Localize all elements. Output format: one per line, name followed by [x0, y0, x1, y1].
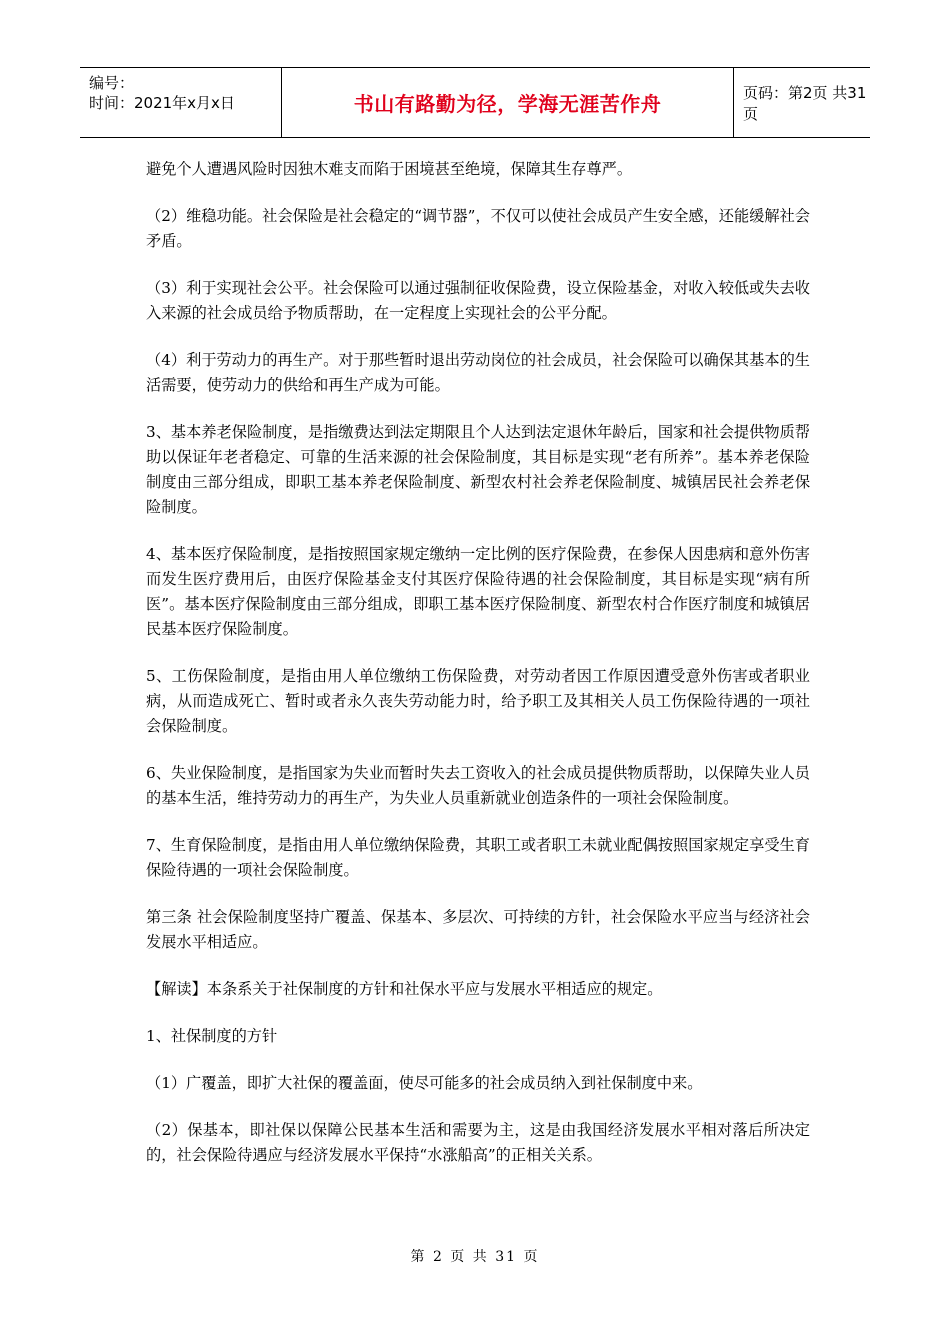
motto-text: 书山有路勤为径，学海无涯苦作舟 [353, 92, 662, 116]
paragraph: （4）利于劳动力的再生产。对于那些暂时退出劳动岗位的社会成员，社会保险可以确保其基本的生活需要，使劳动力的供给和再生产成为可能。 [146, 351, 810, 394]
paragraph: 4、基本医疗保险制度，是指按照国家规定缴纳一定比例的医疗保险费，在参保人因患病和意外伤害而发生医疗费用后，由医疗保险基金支付其医疗保险待遇的社会保险制度，其目标是实现“病有所医”。基本医疗保险制度由三部分组成，即职工基本医疗保险制度、新型农村合作医疗制度和城镇居民基本医疗保险制度。 [146, 545, 810, 638]
number-label: 编号： [89, 74, 135, 92]
date-label: 时间：2021年x月x日 [89, 94, 235, 112]
paragraph: （1）广覆盖，即扩大社保的覆盖面，使尽可能多的社会成员纳入到社保制度中来。 [146, 1074, 703, 1092]
paragraph: 7、生育保险制度，是指由用人单位缴纳保险费，其职工或者职工未就业配偶按照国家规定享受生育保险待遇的一项社会保险制度。 [146, 836, 810, 879]
header-motto-cell [281, 68, 734, 137]
page-header [80, 67, 870, 138]
paragraph: 1、社保制度的方针 [146, 1027, 278, 1045]
page-info-text: 页码：第2页 共31页 [743, 83, 867, 123]
paragraph: 3、基本养老保险制度，是指缴费达到法定期限且个人达到法定退休年龄后，国家和社会提供物质帮助以保证年老者稳定、可靠的生活来源的社会保险制度，其目标是实现“老有所养”。基本养老保险制度由三部分组成，即职工基本养老保险制度、新型农村社会养老保险制度、城镇居民社会养老保险制度。 [146, 423, 810, 516]
page-footer: 第 2 页 共 31 页 [410, 1249, 540, 1265]
header-meta [80, 68, 281, 137]
paragraph: 避免个人遭遇风险时因独木难支而陷于困境甚至绝境，保障其生存尊严。 [146, 160, 632, 178]
header-page-info [734, 68, 870, 137]
paragraph: （3）利于实现社会公平。社会保险可以通过强制征收保险费，设立保险基金，对收入较低或失去收入来源的社会成员给予物质帮助，在一定程度上实现社会的公平分配。 [146, 279, 810, 322]
paragraph: 【解读】本条系关于社保制度的方针和社保水平应与发展水平相适应的规定。 [146, 980, 663, 998]
paragraph: 5、工伤保险制度，是指由用人单位缴纳工伤保险费，对劳动者因工作原因遭受意外伤害或者职业病，从而造成死亡、暂时或者永久丧失劳动能力时，给予职工及其相关人员工伤保险待遇的一项社会保险制度。 [146, 667, 810, 735]
document-body [146, 157, 810, 1190]
paragraph: （2）保基本，即社保以保障公民基本生活和需要为主，这是由我国经济发展水平相对落后所决定的，社会保险待遇应与经济发展水平保持“水涨船高”的正相关关系。 [146, 1121, 810, 1164]
paragraph: （2）维稳功能。社会保险是社会稳定的“调节器”，不仅可以使社会成员产生安全感，还能缓解社会矛盾。 [146, 207, 810, 250]
paragraph: 6、失业保险制度，是指国家为失业而暂时失去工资收入的社会成员提供物质帮助，以保障失业人员的基本生活，维持劳动力的再生产，为失业人员重新就业创造条件的一项社会保险制度。 [146, 764, 810, 807]
paragraph: 第三条 社会保险制度坚持广覆盖、保基本、多层次、可持续的方针，社会保险水平应当与经济社会发展水平相适应。 [146, 908, 810, 951]
